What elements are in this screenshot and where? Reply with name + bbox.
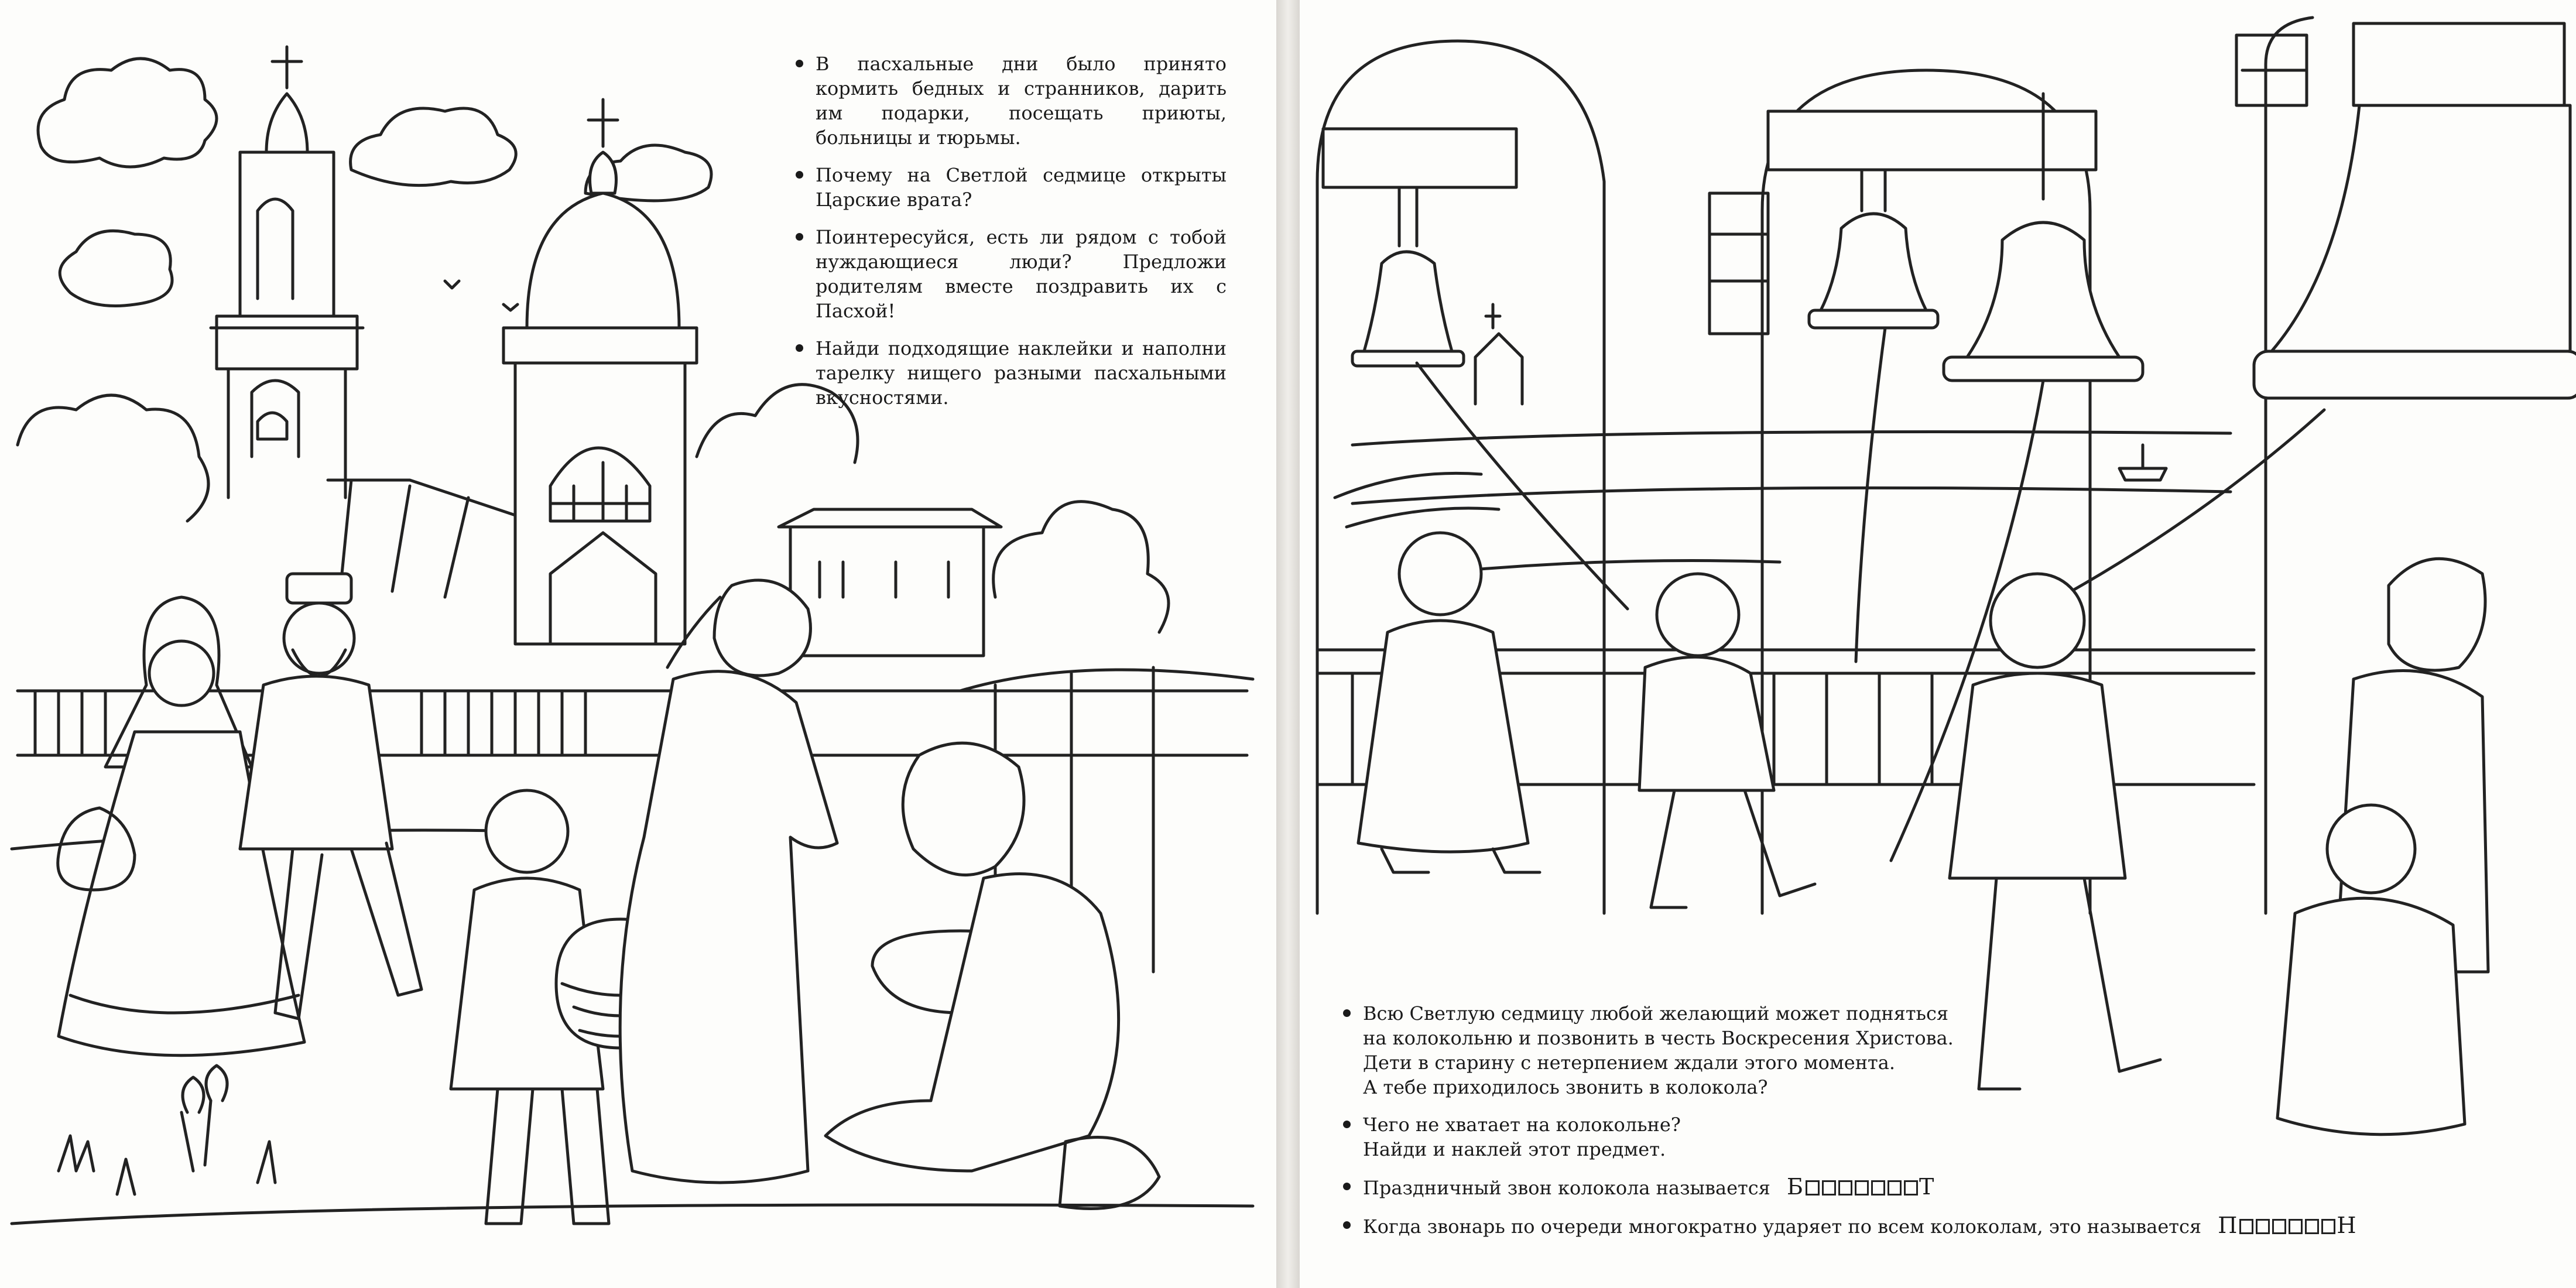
puzzle-item: Праздничный звон колокола называется Б Т bbox=[1341, 1174, 2512, 1200]
word-puzzle-answer: Б Т bbox=[1787, 1174, 1936, 1200]
letter-boxes[interactable] bbox=[2238, 1212, 2337, 1238]
letter-box[interactable] bbox=[2289, 1219, 2303, 1234]
letter-box[interactable] bbox=[1838, 1180, 1852, 1195]
bullet-item: Почему на Светлой седмице открыты Царские врата? bbox=[793, 163, 1227, 212]
bullet-dot-icon bbox=[1343, 1121, 1351, 1128]
bell-rope bbox=[1417, 328, 2324, 861]
word-puzzle-answer: П Н bbox=[2218, 1212, 2358, 1238]
right-page bbox=[1300, 0, 2576, 1288]
letter-box[interactable] bbox=[2239, 1219, 2253, 1234]
bullet-item: Найди подходящие наклейки и наполни тарелку нищего разными пасхальными вкусностями. bbox=[793, 336, 1227, 410]
church-dome bbox=[503, 100, 697, 644]
letter-box[interactable] bbox=[1806, 1180, 1820, 1195]
letter-box[interactable] bbox=[1871, 1180, 1885, 1195]
letter-boxes[interactable] bbox=[1804, 1174, 1919, 1200]
bullet-dot-icon bbox=[1343, 1221, 1351, 1229]
letter-box[interactable] bbox=[2305, 1219, 2319, 1234]
bell-large bbox=[2254, 23, 2576, 398]
church-bell-tower bbox=[211, 47, 363, 498]
river bbox=[1352, 432, 2231, 574]
letter-box[interactable] bbox=[2321, 1219, 2335, 1234]
bullet-item: Поинтересуйся, есть ли рядом с тобой нуждающиеся люди? Предложи родителям вместе поздравить их с Пасхой! bbox=[793, 225, 1227, 323]
bullet-item: Чего не хватает на колокольне? Найди и наклей этот предмет. bbox=[1341, 1112, 2512, 1162]
distant-church bbox=[1475, 304, 1522, 404]
bullet-dot-icon bbox=[796, 344, 803, 352]
puzzle-item: Когда звонарь по очереди многократно ударяет по всем колоколам, это называется П Н bbox=[1341, 1213, 2512, 1239]
bell-left bbox=[1352, 187, 1464, 366]
book-spine bbox=[1276, 0, 1300, 1288]
letter-box[interactable] bbox=[2272, 1219, 2286, 1234]
bullet-item: Всю Светлую седмицу любой желающий может подняться на колокольню и позвонить в честь Воскресения Христова. Дети в старину с нетерпением ждали этого момента. А тебе приходилось звонить в колокола? bbox=[1341, 1001, 2512, 1099]
bird bbox=[445, 281, 518, 310]
girl-covering-ears bbox=[1358, 533, 1540, 872]
letter-box[interactable] bbox=[1855, 1180, 1869, 1195]
church-roof bbox=[328, 480, 515, 597]
tulips bbox=[183, 1066, 227, 1112]
left-page bbox=[0, 0, 1276, 1288]
beam bbox=[1768, 111, 2096, 170]
letter-box[interactable] bbox=[1822, 1180, 1836, 1195]
grass bbox=[59, 1101, 275, 1194]
bullet-item: В пасхальные дни было принято кормить бедных и странников, дарить им подарки, посещать приюты, больницы и тюрьмы. bbox=[793, 52, 1227, 150]
letter-box[interactable] bbox=[1904, 1180, 1918, 1195]
arch-right bbox=[2266, 18, 2313, 913]
beggar-man bbox=[825, 743, 1159, 1208]
cloud bbox=[38, 59, 217, 167]
distant-building bbox=[779, 509, 1001, 656]
bullet-dot-icon bbox=[1343, 1183, 1351, 1190]
letter-box[interactable] bbox=[1888, 1180, 1902, 1195]
right-text-block bbox=[1341, 1001, 2512, 1252]
beam bbox=[1323, 129, 1516, 187]
bullet-dot-icon bbox=[796, 60, 803, 67]
bullet-dot-icon bbox=[1343, 1009, 1351, 1017]
boy-jumping bbox=[1639, 574, 1815, 907]
boat bbox=[2119, 445, 2166, 480]
bullet-dot-icon bbox=[796, 171, 803, 179]
left-text-block bbox=[793, 52, 1227, 423]
bell-small bbox=[1809, 170, 1938, 328]
cloud bbox=[60, 231, 172, 306]
woman-giving bbox=[620, 580, 837, 1183]
cloud bbox=[351, 108, 516, 186]
letter-box[interactable] bbox=[2256, 1219, 2270, 1234]
bullet-dot-icon bbox=[796, 233, 803, 241]
